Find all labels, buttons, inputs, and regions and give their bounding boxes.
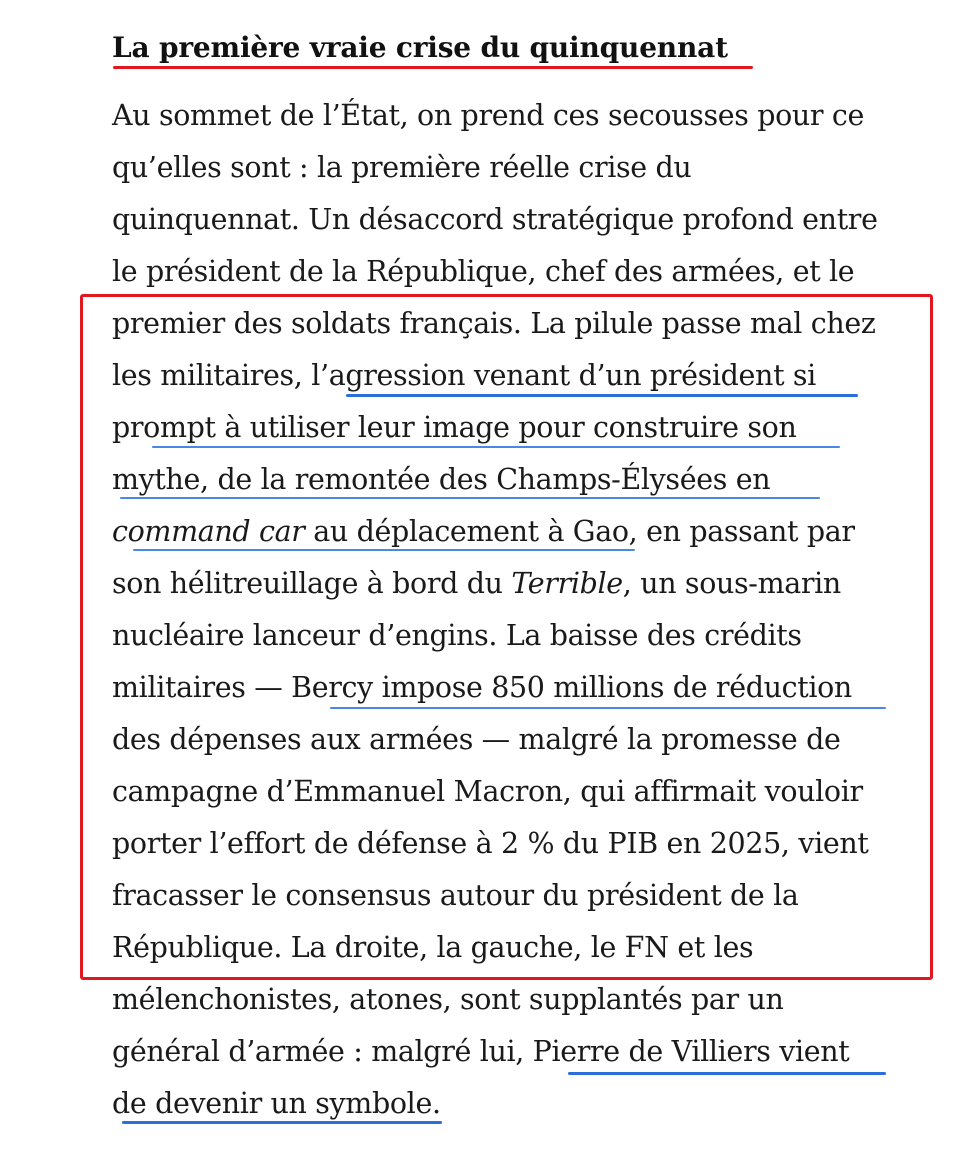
paragraph-line-13: des dépenses aux armées — malgré la promesse de — [112, 723, 841, 756]
paragraph-line-11: nucléaire lanceur d’engins. La baisse des crédits — [112, 619, 802, 652]
link-underline-prompt[interactable] — [152, 446, 840, 448]
line-10-after: , un sous-marin — [622, 567, 841, 600]
paragraph-line-4: le président de la République, chef des armées, et le — [112, 255, 855, 288]
article-header — [112, 26, 932, 70]
paragraph-line-17: République. La droite, la gauche, le FN et les — [112, 931, 754, 964]
link-underline-agression[interactable] — [346, 394, 858, 397]
paragraph-line-3: quinquennat. Un désaccord stratégique profond entre — [112, 203, 878, 236]
line-9-rest: au déplacement à Gao, en passant par — [304, 515, 855, 548]
paragraph-line-12: militaires — Bercy impose 850 millions de réduction — [112, 671, 852, 704]
paragraph-line-5: premier des soldats français. La pilule passe mal chez — [112, 307, 876, 340]
line-10-before: son hélitreuillage à bord du — [112, 567, 512, 600]
paragraph-line-16: fracasser le consensus autour du président de la — [112, 879, 799, 912]
italic-command-car: command car — [112, 515, 305, 548]
link-underline-command-car[interactable] — [133, 549, 635, 551]
paragraph-line-1: Au sommet de l’État, on prend ces secousses pour ce — [112, 99, 865, 132]
paragraph-line-7: prompt à utiliser leur image pour construire son — [112, 411, 797, 444]
paragraph-line-8: mythe, de la remontée des Champs-Élysées en — [112, 463, 771, 496]
link-underline-bercy[interactable] — [330, 707, 886, 709]
heading-red-underline — [113, 66, 753, 69]
paragraph-line-20: de devenir un symbole. — [112, 1087, 441, 1120]
paragraph-line-14: campagne d’Emmanuel Macron, qui affirmait vouloir — [112, 775, 863, 808]
paragraph-line-6: les militaires, l’agression venant d’un président si — [112, 359, 816, 392]
link-underline-symbole[interactable] — [122, 1121, 442, 1124]
link-underline-villiers[interactable] — [568, 1072, 886, 1075]
section-heading: La première vraie crise du quinquennat — [112, 31, 728, 64]
paragraph-line-2: qu’elles sont : la première réelle crise du — [112, 151, 692, 184]
paragraph-line-19: général d’armée : malgré lui, Pierre de Villiers vient — [112, 1035, 850, 1068]
italic-terrible: Terrible — [511, 567, 623, 600]
paragraph-line-18: mélenchonistes, atones, sont supplantés par un — [112, 983, 784, 1016]
link-underline-mythe[interactable] — [120, 497, 820, 499]
paragraph-line-15: porter l’effort de défense à 2 % du PIB en 2025, vient — [112, 827, 869, 860]
